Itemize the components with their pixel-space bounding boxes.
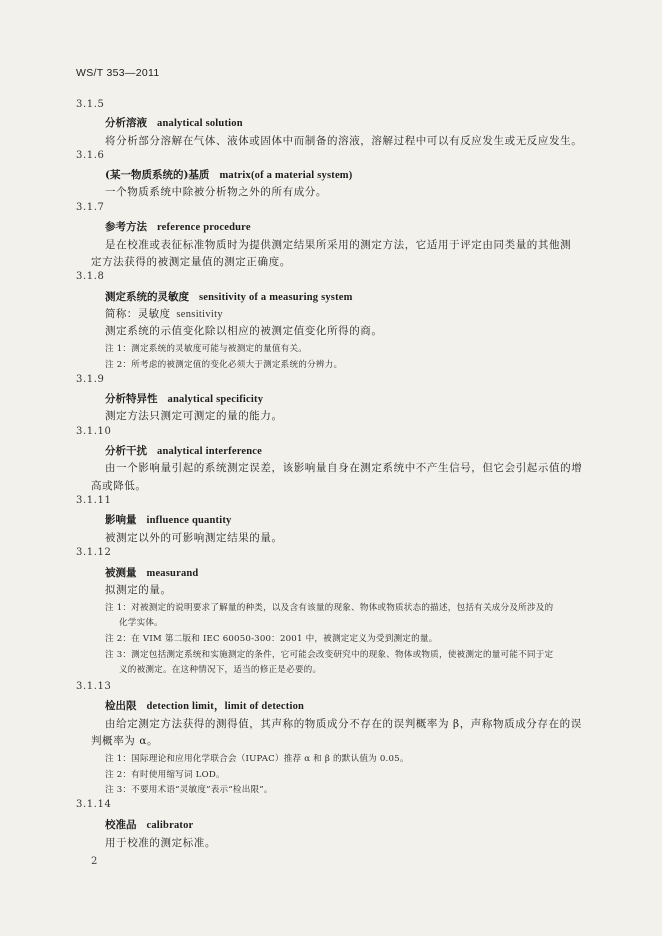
- note-text: 注 1：国际理论和应用化学联合会（IUPAC）推荐 α 和 β 的默认值为 0.05。: [105, 754, 409, 764]
- definition-text: 是在校准或表征标准物质时为提供测定结果所采用的测定方法，它适用于评定由同类量的其他测: [105, 239, 572, 251]
- term-zh: (某一物质系统的)基质: [105, 169, 210, 181]
- note-text: 注 2：所考虑的被测定值的变化必须大于测定系统的分辨力。: [105, 360, 343, 370]
- term-heading: [105, 512, 232, 527]
- term-heading: [105, 443, 262, 458]
- note-text: 注 2：在 VIM 第二版和 IEC 60050-300：2001 中，被测定定义为受到测定的量。: [105, 634, 438, 644]
- definition-text-continued: 判概率为 α。: [91, 735, 159, 747]
- term-heading: [105, 167, 352, 182]
- clause-number: 3.1.5: [76, 99, 105, 110]
- term-en: analytical solution: [157, 118, 243, 129]
- term-zh: 参考方法: [105, 221, 147, 233]
- term-en: sensitivity of a measuring system: [199, 292, 353, 303]
- definition-text: 测定方法只测定可测定的量的能力。: [105, 410, 283, 422]
- term-zh: 分析溶液: [105, 117, 147, 129]
- definition-text: 将分析部分溶解在气体、液体或固体中而制备的溶液，溶解过程中可以有反应发生或无反应发生。: [105, 135, 583, 147]
- definition-text: 用于校准的测定标准。: [105, 837, 216, 849]
- term-en: matrix(of a material system): [219, 170, 353, 181]
- term-zh: 影响量: [105, 514, 137, 526]
- alias-en: sensitivity: [176, 309, 223, 320]
- term-heading: [105, 289, 353, 304]
- term-heading: [105, 817, 193, 832]
- note-text: 注 1：对被测定的说明要求了解量的种类，以及含有该量的现象、物体或物质状态的描述，包括有关成分及所涉及的: [105, 603, 554, 613]
- clause-number: 3.1.14: [76, 799, 112, 810]
- definition-text-continued: 定方法获得的被测定量值的测定正确度。: [91, 256, 291, 268]
- note-text: 注 1：测定系统的灵敏度可能与被测定的量值有关。: [105, 344, 308, 354]
- term-heading: [105, 219, 251, 234]
- term-heading: [105, 391, 263, 406]
- term-en: influence quantity: [146, 515, 232, 526]
- definition-text: 被测定以外的可影响测定结果的量。: [105, 532, 283, 544]
- definition-text: 测定系统的示值变化除以相应的被测定值变化所得的商。: [105, 325, 383, 337]
- clause-number: 3.1.12: [76, 547, 112, 558]
- standard-header: WS/T 353—2011: [76, 67, 160, 79]
- term-zh: 检出限: [105, 700, 137, 712]
- clause-number: 3.1.6: [76, 150, 105, 161]
- term-en: reference procedure: [157, 222, 251, 233]
- definition-text: 由给定测定方法获得的测得值，其声称的物质成分不存在的误判概率为 β，声称物质成分存在的误: [105, 718, 582, 730]
- definition-text: 由一个影响量引起的系统测定误差，该影响量自身在测定系统中不产生信号，但它会引起示值的增: [105, 462, 583, 474]
- term-heading: [105, 698, 304, 713]
- note-text: 注 3：不要用术语“灵敏度”表示“检出限”。: [105, 785, 273, 795]
- term-zh: 分析干扰: [105, 445, 147, 457]
- term-zh: 分析特异性: [105, 393, 158, 405]
- clause-number: 3.1.10: [76, 426, 112, 437]
- term-heading: [105, 115, 243, 130]
- note-text-continued: 化学实体。: [119, 618, 163, 628]
- definition-text-continued: 高或降低。: [91, 480, 147, 492]
- clause-number: 3.1.11: [76, 495, 112, 506]
- term-abbreviation: [105, 306, 223, 321]
- term-en: calibrator: [146, 820, 194, 831]
- definition-text: 一个物质系统中除被分析物之外的所有成分。: [105, 186, 327, 198]
- page-number: 2: [91, 856, 98, 867]
- clause-number: 3.1.7: [76, 202, 105, 213]
- clause-number: 3.1.13: [76, 681, 112, 692]
- note-text: 注 2：有时使用缩写词 LOD。: [105, 770, 225, 780]
- term-en: detection limit，limit of detection: [146, 701, 305, 712]
- term-zh: 测定系统的灵敏度: [105, 291, 189, 303]
- term-en: analytical specificity: [167, 394, 264, 405]
- definition-text: 拟测定的量。: [105, 584, 172, 596]
- term-en: analytical interference: [157, 446, 262, 457]
- note-text-continued: 义的被测定。在这种情况下，适当的修正是必要的。: [119, 665, 322, 675]
- clause-number: 3.1.9: [76, 374, 105, 385]
- note-text: 注 3：测定包括测定系统和实施测定的条件，它可能会改变研究中的现象、物体或物质，使被测定的量可能不同于定: [105, 650, 554, 660]
- term-heading: [105, 565, 198, 580]
- alias-zh: 简称：灵敏度: [105, 308, 171, 320]
- term-en: measurand: [146, 568, 199, 579]
- clause-number: 3.1.8: [76, 271, 105, 282]
- term-zh: 被测量: [105, 567, 137, 579]
- term-zh: 校准品: [105, 819, 137, 831]
